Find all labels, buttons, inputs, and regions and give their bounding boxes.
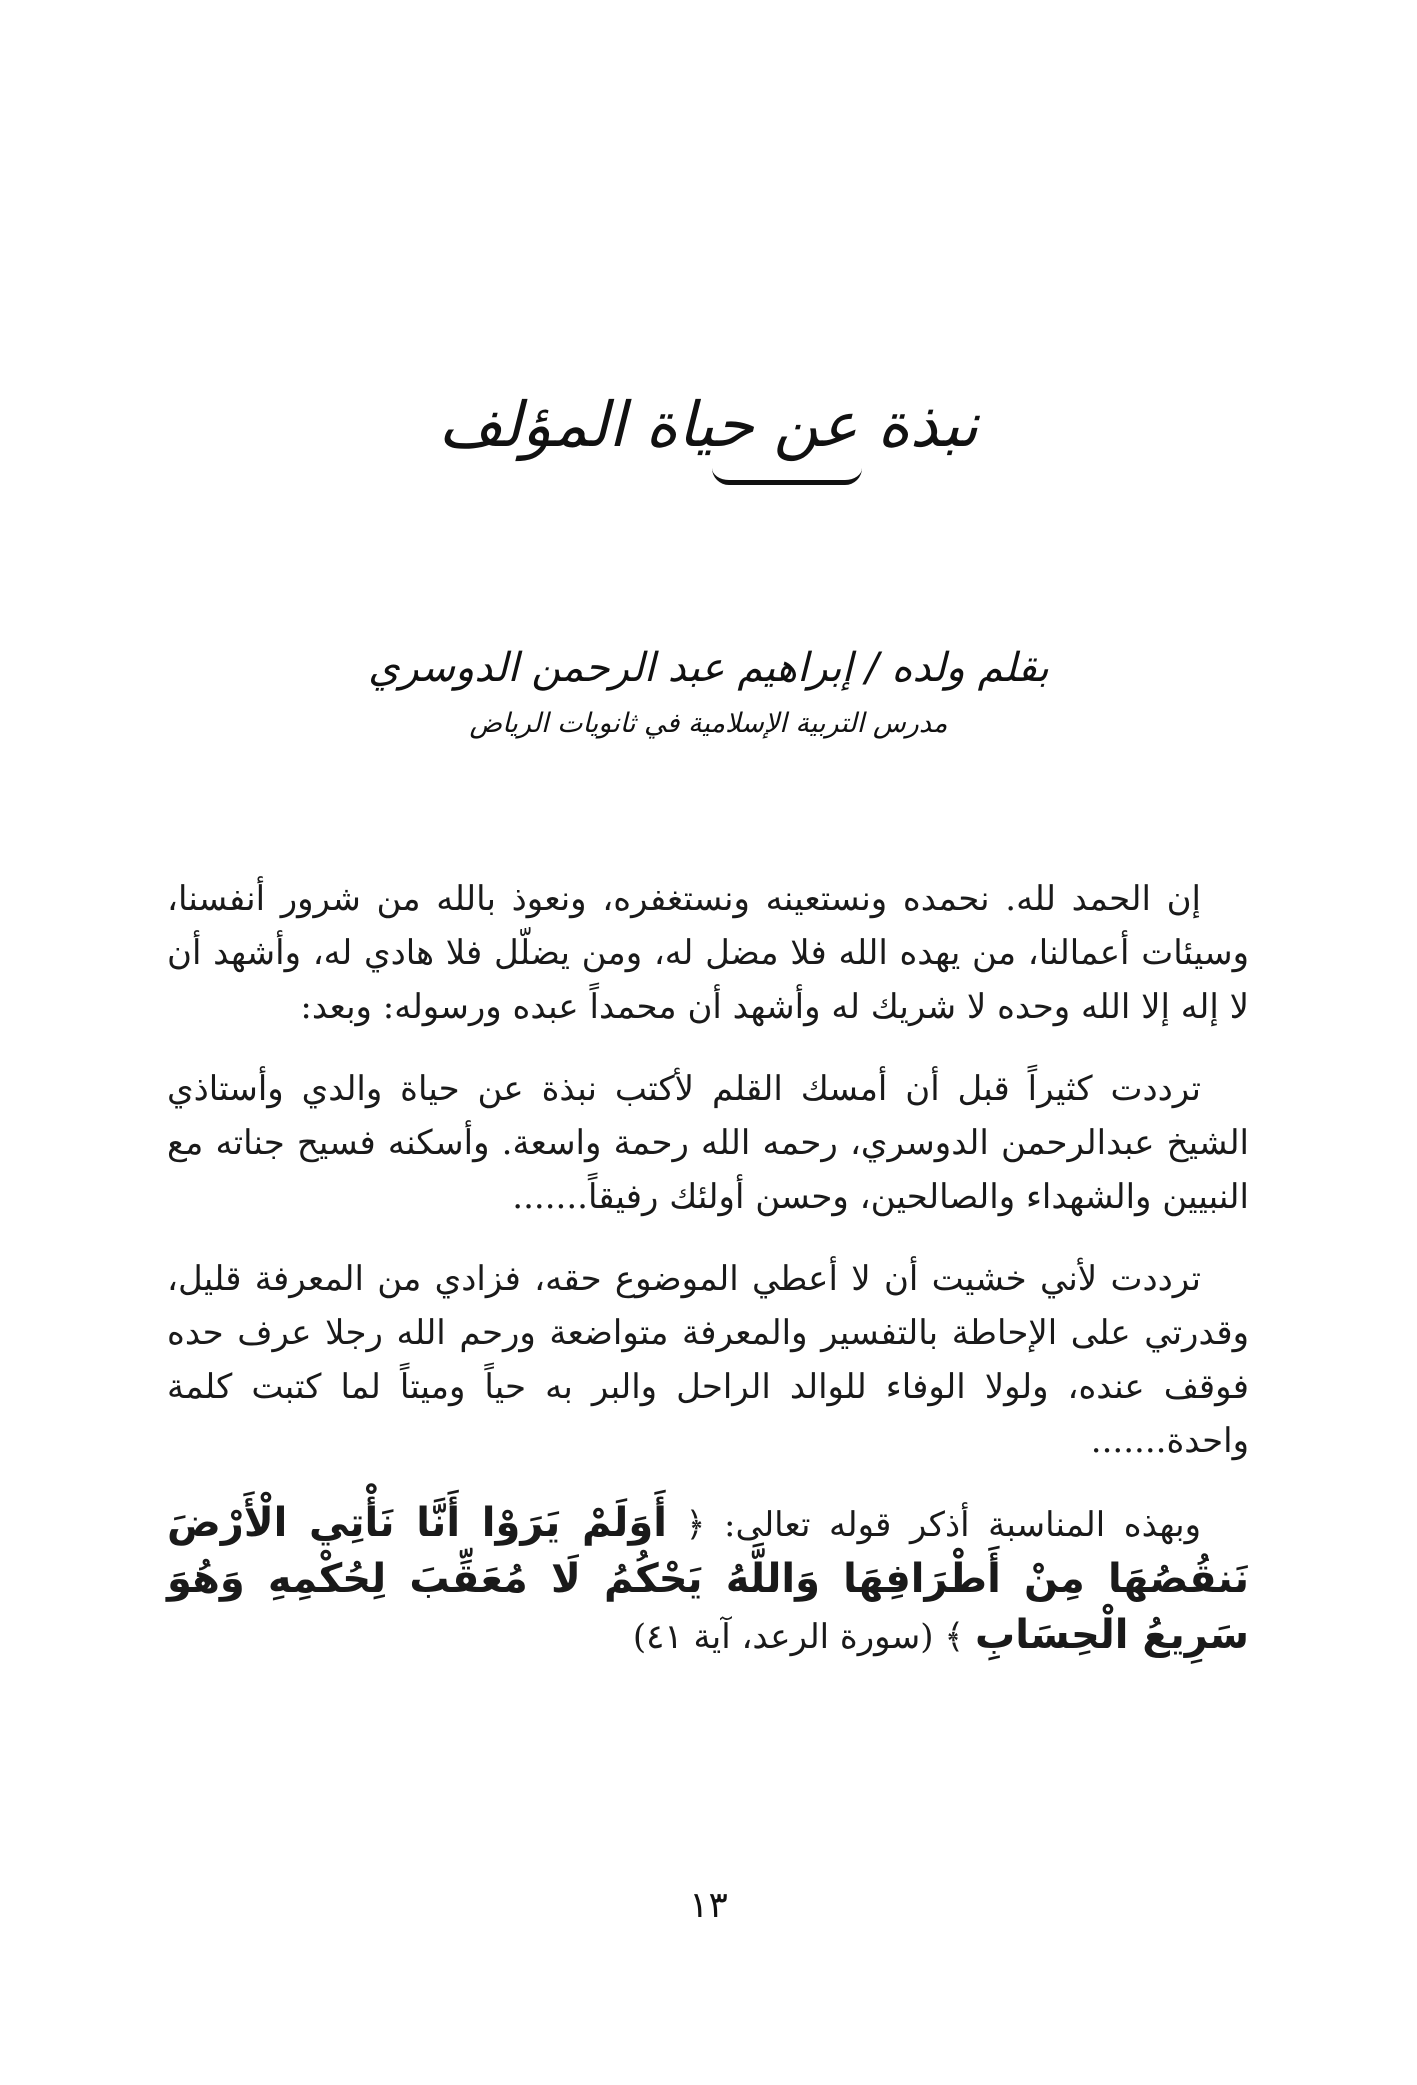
paragraph-verse bbox=[167, 1496, 1249, 1664]
paragraph-reason: ترددت لأني خشيت أن لا أعطي الموضوع حقه، فزادي من المعرفة قليل، وقدرتي على الإحاطة بالتفسير والمعرفة متواضعة ورحم الله رجلا عرف حده فوقف عنده، ولولا الوفاء للوالد الراحل والبر به حياً وميتاً لما كتبت كلمة واحدة....... bbox=[167, 1259, 1249, 1461]
paragraph-opening: إن الحمد لله. نحمده ونستعينه ونستغفره، ونعوذ بالله من شرور أنفسنا، وسيئات أعمالنا، من يهده الله فلا مضل له، ومن يضلّل فلا هادي له، وأشهد أن لا إله إلا الله وحده لا شريك له وأشهد أن محمداً عبده ورسوله: وبعد: bbox=[167, 879, 1249, 1027]
verse-citation: ﴾ (سورة الرعد، آية ٤١) bbox=[632, 1617, 965, 1657]
quran-verse: أَوَلَمْ يَرَوْا أَنَّا نَأْتِي الْأَرْضَ نَنقُصُهَا مِنْ أَطْرَافِهَا وَاللَّهُ يَحْكُمُ لَا مُعَقِّبَ لِحُكْمِهِ وَهُوَ سَرِيعُ الْحِسَابِ bbox=[167, 1500, 1249, 1658]
paragraph-hesitation: ترددت كثيراً قبل أن أمسك القلم لأكتب نبذة عن حياة والدي وأستاذي الشيخ عبدالرحمن الدوسري، رحمه الله رحمة واسعة. وأسكنه فسيح جناته مع النبيين والشهداء والصالحين، وحسن أولئك رفيقاً....... bbox=[167, 1069, 1249, 1217]
body-text bbox=[167, 872, 1249, 1664]
page-title: نبذة عن حياة المؤلف bbox=[438, 388, 979, 461]
verse-lead: وبهذه المناسبة أذكر قوله تعالى: ﴿ bbox=[685, 1505, 1202, 1545]
author-role: مدرس التربية الإسلامية في ثانويات الرياض bbox=[469, 708, 948, 739]
page-number: ١٣ bbox=[689, 1885, 728, 1926]
author-byline: بقلم ولده / إبراهيم عبد الرحمن الدوسري bbox=[368, 645, 1049, 691]
title-flourish bbox=[712, 468, 862, 485]
